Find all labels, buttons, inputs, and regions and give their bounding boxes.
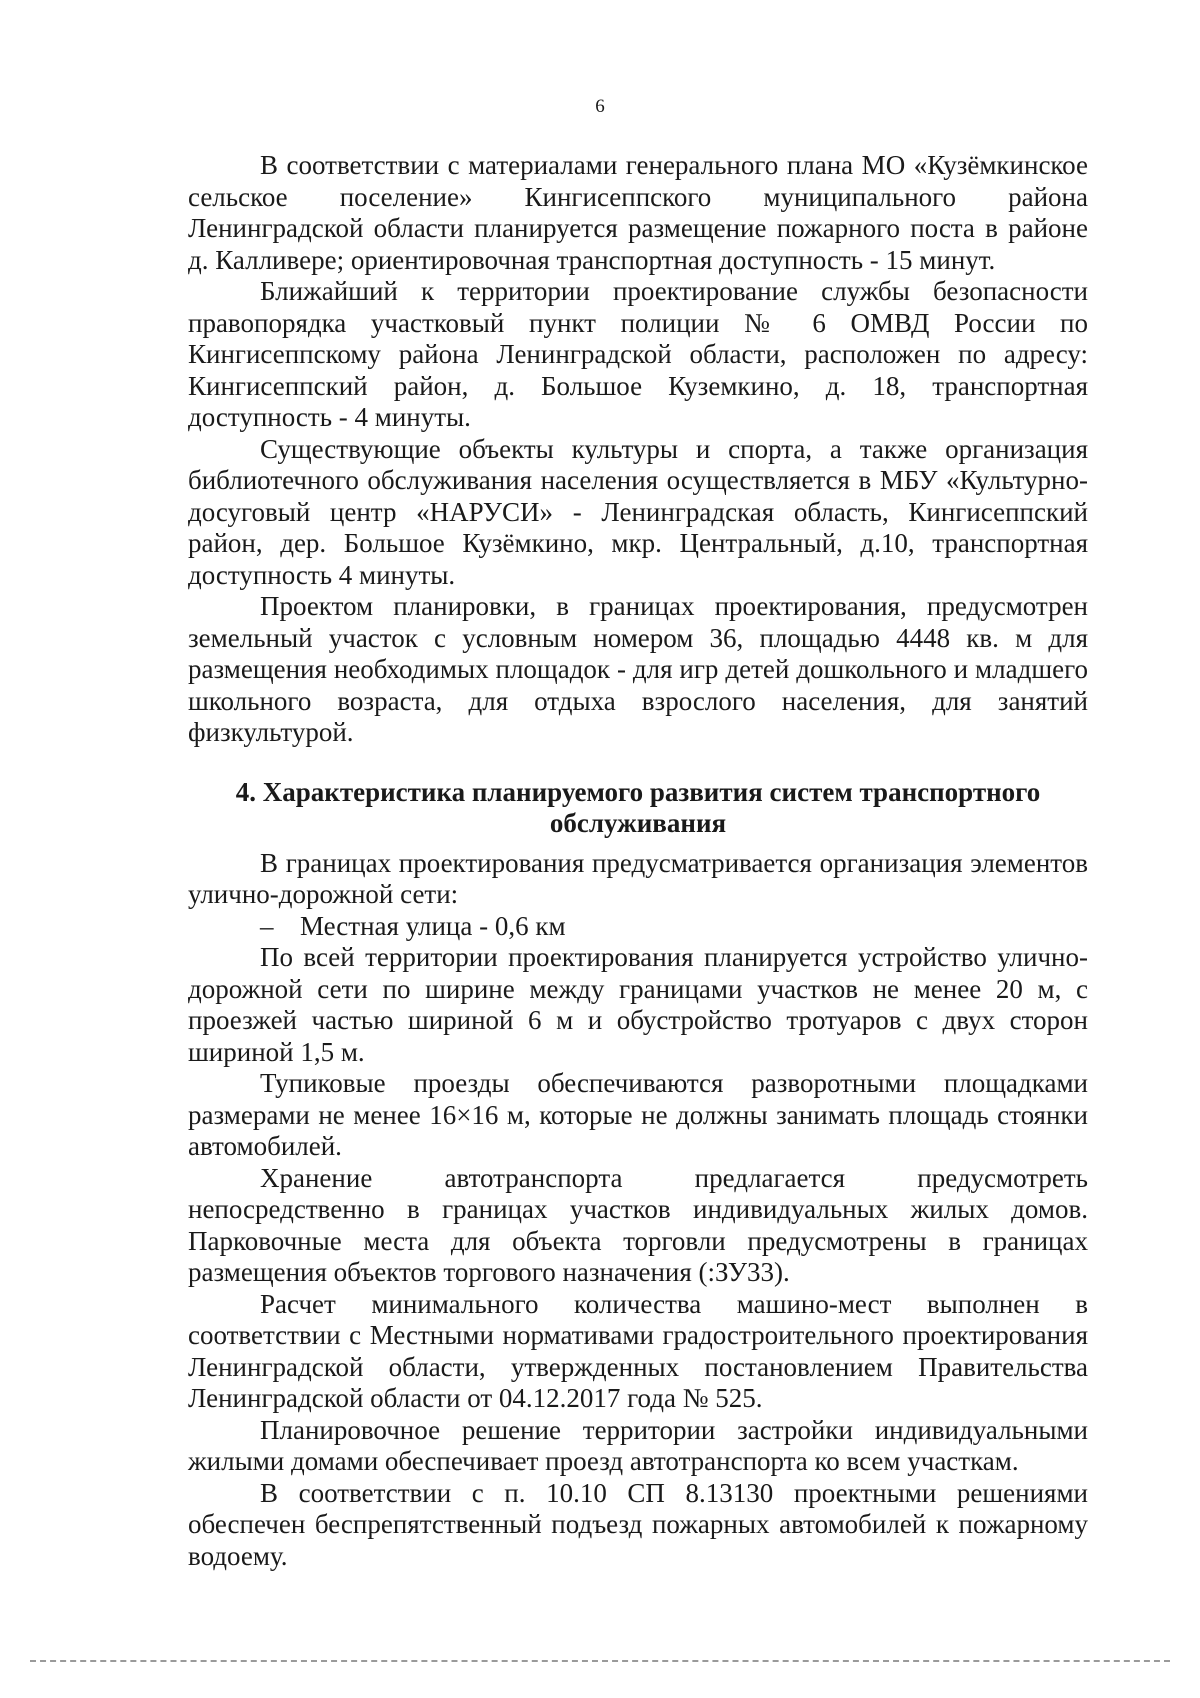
paragraph-street-width: По всей территории проектирования планируется устройство улично-дорожной сети по ширине между границами участков не менее 20 м, с проезжей частью шириной 6 м и обустройство тротуаров с двух сторон шириной 1,5 м. bbox=[188, 942, 1088, 1067]
section-heading-transport: 4. Характеристика планируемого развития систем транспортного обслуживания bbox=[235, 776, 1041, 838]
list-item-text: Местная улица - 0,6 км bbox=[300, 910, 566, 941]
page-number: 6 bbox=[595, 96, 605, 117]
paragraph-playgrounds: Проектом планировки, в границах проектирования, предусмотрен земельный участок с условным номером 36, площадью 4448 кв. м для размещения необходимых площадок - для игр детей дошкольного и младшего школьного возраста, для отдыха взрослого населения, для занятий физкультурой. bbox=[188, 591, 1088, 747]
list-item-local-street bbox=[188, 911, 1088, 943]
paragraph-fire-access: В соответствии с п. 10.10 СП 8.13130 проектными решениями обеспечен беспрепятственный подъезд пожарных автомобилей к пожарному водоему. bbox=[188, 1477, 1088, 1571]
paragraph-street-network-intro: В границах проектирования предусматривается организация элементов улично-дорожной сети: bbox=[188, 847, 1088, 909]
paragraph-police-station: Ближайший к территории проектирование службы безопасности правопорядка участковый пункт полиции № 6 ОМВД России по Кингисеппскому района Ленинградской области, расположен по адресу: Кингисеппский район, д. Большое Куземкино, д. 18, транспортная доступность - 4 минуты. bbox=[188, 276, 1088, 432]
paragraph-dead-end: Тупиковые проезды обеспечиваются разворотными площадками размерами не менее 16×16 м, которые не должны занимать площадь стоянки автомобилей. bbox=[188, 1068, 1088, 1161]
paragraph-access: Планировочное решение территории застройки индивидуальными жилыми домами обеспечивает проезд автотранспорта ко всем участкам. bbox=[188, 1414, 1088, 1476]
document-body bbox=[188, 150, 1088, 1572]
paragraph-fire-post: В соответствии с материалами генерального плана МО «Кузёмкинское сельское поселение» Кингисеппского муниципального района Ленинградской области планируется размещение пожарного поста в районе д. Калливере; ориентировочная транспортная доступность - 15 минут. bbox=[188, 150, 1088, 275]
paragraph-parking: Хранение автотранспорта предлагается предусмотреть непосредственно в границах участков индивидуальных жилых домов. Парковочные места для объекта торговли предусмотрены в границах размещения объектов торгового назначения (:ЗУ33). bbox=[188, 1162, 1088, 1287]
paragraph-culture-sport: Существующие объекты культуры и спорта, а также организация библиотечного обслуживания населения осуществляется в МБУ «Культурно-досуговый центр «НАРУСИ» - Ленинградская область, Кингисеппский район, дер. Большое Кузёмкино, мкр. Центральный, д.10, транспортная доступность 4 минуты. bbox=[188, 433, 1088, 590]
scan-edge-line bbox=[30, 1660, 1170, 1662]
paragraph-parking-calculation: Расчет минимального количества машино-мест выполнен в соответствии с Местными нормативами градостроительного проектирования Ленинградской области, утвержденных постановлением Правительства Ленинградской области от 04.12.2017 года № 525. bbox=[188, 1288, 1088, 1413]
list-dash: – bbox=[260, 910, 274, 941]
